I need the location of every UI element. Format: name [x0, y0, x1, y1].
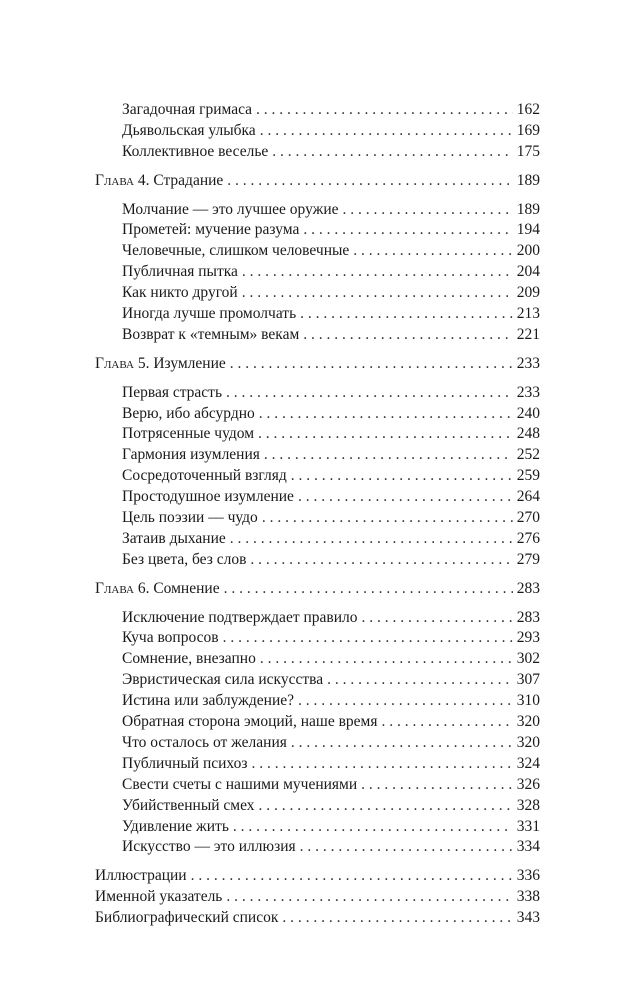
page-number: 302	[516, 650, 540, 668]
toc-entry	[95, 908, 540, 929]
toc-entry	[95, 283, 540, 304]
toc-entry	[95, 796, 540, 817]
dot-leader	[353, 241, 512, 262]
toc-entry	[95, 466, 540, 487]
page-number: 213	[516, 305, 540, 323]
page-number: 334	[516, 838, 540, 856]
dot-leader	[303, 325, 512, 346]
dot-leader	[361, 775, 513, 796]
dot-leader	[223, 628, 513, 649]
entry-title: Иногда лучше промолчать	[122, 305, 297, 323]
entry-title: Свести счеты с нашими мучениями	[122, 775, 358, 793]
entry-title: Загадочная гримаса	[122, 101, 253, 118]
chapter-prefix: Глава	[95, 171, 134, 189]
entry-title: Куча вопросов	[122, 629, 219, 647]
toc-entry	[95, 628, 540, 649]
chapter-prefix: Глава	[95, 579, 134, 597]
page-number: 169	[516, 121, 540, 139]
entry-title: Что осталось от желания	[122, 733, 287, 751]
dot-leader	[300, 304, 513, 325]
dot-leader	[260, 649, 513, 670]
page-number: 233	[516, 354, 540, 372]
dot-leader	[381, 712, 512, 733]
toc-entry	[95, 142, 540, 163]
toc-entry	[95, 733, 540, 754]
toc-entry	[95, 775, 540, 796]
toc-entry	[95, 817, 540, 838]
entry-title: Возврат к «темным» векам	[122, 325, 300, 343]
toc-entry	[95, 262, 540, 283]
entry-title: Публичная пытка	[122, 263, 238, 281]
page-number: 279	[516, 550, 540, 568]
dot-leader	[233, 817, 513, 838]
page-number: 283	[516, 608, 540, 626]
page-number: 343	[516, 909, 540, 927]
chapter-name: 4. Страдание	[137, 171, 224, 189]
page-number: 240	[516, 404, 540, 422]
toc-entry	[95, 383, 540, 404]
page-number: 320	[516, 733, 540, 751]
entry-title: Прометей: мучение разума	[122, 221, 300, 239]
page-number: 307	[516, 671, 540, 689]
entry-title: Удивление жить	[122, 817, 229, 835]
page-number: 283	[516, 579, 540, 597]
dot-leader	[343, 200, 513, 221]
dot-leader	[224, 579, 513, 600]
entry-title: Верю, ибо абсурдно	[122, 404, 255, 422]
dot-leader	[298, 487, 513, 508]
page-number: 293	[516, 629, 540, 647]
page-number: 331	[516, 817, 540, 835]
dot-leader	[272, 142, 512, 163]
toc-entry	[95, 712, 540, 733]
toc-entry	[95, 487, 540, 508]
toc-entry	[95, 691, 540, 712]
page-number: 328	[516, 796, 540, 814]
toc-entry	[95, 220, 540, 241]
page-number: 221	[516, 325, 540, 343]
page-number: 259	[516, 467, 540, 485]
chapter-title	[95, 579, 220, 600]
entry-title: Иллюстрации	[95, 867, 187, 885]
chapter-title	[95, 354, 226, 375]
toc-entry	[95, 404, 540, 425]
page-number: 204	[516, 263, 540, 281]
page-number: 270	[516, 509, 540, 527]
entry-title: Эвристическая сила искусства	[122, 671, 324, 689]
chapter-prefix: Глава	[95, 354, 134, 372]
entry-title: Искусство — это иллюзия	[122, 838, 296, 856]
entry-title: Сосредоточенный взгляд	[122, 467, 287, 485]
page-number: 252	[516, 446, 540, 464]
toc-entry	[95, 608, 540, 629]
toc-entry	[95, 121, 540, 142]
page-number: 310	[516, 692, 540, 710]
toc-entry	[95, 866, 540, 887]
toc-entry	[95, 241, 540, 262]
entry-title: Гармония изумления	[122, 446, 260, 464]
page-number: 276	[516, 529, 540, 547]
entry-title: Человечные, слишком человечные	[122, 242, 350, 260]
dot-leader	[227, 171, 512, 192]
page-number: 200	[516, 242, 540, 260]
entry-title: Молчание — это лучшее оружие	[122, 200, 339, 218]
toc-entry	[95, 754, 540, 775]
dot-leader	[282, 908, 512, 929]
page-number: 189	[516, 171, 540, 189]
dot-leader	[300, 837, 513, 858]
page-number: 162	[516, 101, 540, 118]
dot-leader	[362, 608, 513, 629]
entry-title: Без цвета, без слов	[122, 550, 247, 568]
toc-entry	[95, 100, 540, 121]
toc-entry	[95, 424, 540, 445]
entry-title: Как никто другой	[122, 284, 238, 302]
dot-leader	[230, 529, 513, 550]
toc-entry	[95, 550, 540, 571]
table-of-contents	[95, 100, 540, 929]
dot-leader	[242, 283, 513, 304]
toc-entry	[95, 508, 540, 529]
toc-chapter-entry	[95, 579, 540, 600]
entry-title: Сомнение, внезапно	[122, 650, 256, 668]
page-number: 324	[516, 754, 540, 772]
entry-title: Затаив дыхание	[122, 529, 226, 547]
entry-title: Дьявольская улыбка	[122, 121, 256, 139]
page-number: 194	[516, 221, 540, 239]
entry-title: Простодушное изумление	[122, 488, 294, 506]
entry-title: Именной указатель	[95, 888, 223, 906]
dot-leader	[291, 733, 513, 754]
dot-leader	[303, 220, 512, 241]
page-number: 264	[516, 488, 540, 506]
page-number: 248	[516, 425, 540, 443]
dot-leader	[259, 796, 513, 817]
dot-leader	[262, 508, 513, 529]
toc-entry	[95, 445, 540, 466]
chapter-name: 6. Сомнение	[137, 579, 220, 597]
toc-chapter-entry	[95, 171, 540, 192]
entry-title: Цель поэзии — чудо	[122, 509, 258, 527]
dot-leader	[264, 445, 513, 466]
dot-leader	[242, 262, 513, 283]
dot-leader	[291, 466, 513, 487]
dot-leader	[260, 121, 513, 142]
page-number: 175	[516, 142, 540, 160]
dot-leader	[258, 424, 513, 445]
dot-leader	[230, 354, 513, 375]
page-number: 326	[516, 775, 540, 793]
dot-leader	[251, 754, 512, 775]
toc-entry	[95, 649, 540, 670]
toc-chapter-entry	[95, 354, 540, 375]
toc-entry	[95, 837, 540, 858]
page-number: 209	[516, 284, 540, 302]
page-number: 233	[516, 383, 540, 401]
dot-leader	[256, 100, 513, 121]
dot-leader	[327, 670, 513, 691]
toc-entry	[95, 670, 540, 691]
dot-leader	[191, 866, 513, 887]
chapter-name: 5. Изумление	[137, 354, 226, 372]
dot-leader	[298, 691, 513, 712]
entry-title: Убийственный смех	[122, 796, 255, 814]
dot-leader	[226, 383, 513, 404]
dot-leader	[259, 404, 513, 425]
toc-entry	[95, 887, 540, 908]
entry-title: Обратная сторона эмоций, наше время	[122, 713, 378, 731]
toc-entry	[95, 304, 540, 325]
toc-entry	[95, 325, 540, 346]
dot-leader	[250, 550, 512, 571]
page-number: 189	[516, 200, 540, 218]
entry-title: Библиографический список	[95, 909, 279, 927]
page-number: 338	[516, 888, 540, 906]
entry-title: Истина или заблуждение?	[122, 692, 294, 710]
page-number: 336	[516, 867, 540, 885]
chapter-title	[95, 171, 223, 192]
entry-title: Потрясенные чудом	[122, 425, 255, 443]
toc-entry	[95, 200, 540, 221]
entry-title: Коллективное веселье	[122, 142, 269, 160]
entry-title: Первая страсть	[122, 383, 223, 401]
dot-leader	[226, 887, 512, 908]
page-number: 320	[516, 713, 540, 731]
toc-entry	[95, 529, 540, 550]
entry-title: Публичный психоз	[122, 754, 248, 772]
entry-title: Исключение подтверждает правило	[122, 608, 358, 626]
